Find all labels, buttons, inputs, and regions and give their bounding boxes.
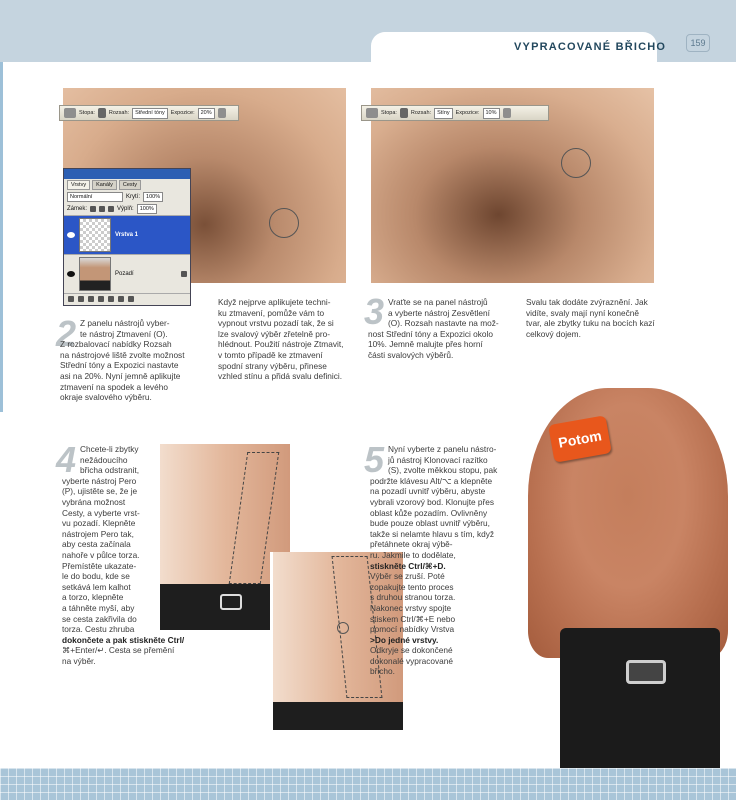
text-line: a torzo, klepněte xyxy=(62,592,124,603)
text-line: Z panelu nástrojů vyber- xyxy=(80,318,170,328)
text-line: 10%. Jemně malujte přes horní xyxy=(368,339,483,350)
text-line: (O). Rozsah nastavte na mož- xyxy=(388,318,499,329)
text-line: bude pouze oblast uvnitř výběru, xyxy=(370,518,490,529)
step-3b-text xyxy=(526,297,661,339)
visibility-eye-icon[interactable] xyxy=(67,232,75,238)
dodge-toolbar xyxy=(361,105,549,121)
text-line: >Do jedné vrstvy. xyxy=(370,634,439,645)
blend-row xyxy=(64,191,190,203)
text-line: ztmavení na spodek a levého xyxy=(60,381,168,392)
text-line: Svalu tak dodáte zvýraznění. Jak xyxy=(526,297,648,307)
burn-tool-icon xyxy=(64,108,76,118)
text-line: Výběr se zruší. Poté xyxy=(370,571,445,582)
brush-preset-icon[interactable] xyxy=(400,108,408,118)
layers-panel xyxy=(63,168,191,306)
text-line: vyberte nástroj Pero xyxy=(62,475,137,486)
step-2-text xyxy=(60,318,210,403)
dodge-tool-icon xyxy=(366,108,378,118)
text-line: části svalových výběrů. xyxy=(368,349,454,360)
step-3-text xyxy=(368,297,518,361)
page-number: 159 xyxy=(686,34,710,52)
text-line: a vyberte nástroj Zesvětlení xyxy=(388,307,490,318)
text-line: Přemístěte ukazate- xyxy=(62,560,137,571)
layer-thumbnail xyxy=(79,257,111,291)
step-2b-text xyxy=(218,297,353,382)
after-badge: Potom xyxy=(548,415,612,462)
group-icon[interactable] xyxy=(108,296,114,302)
step-number-3: 3 xyxy=(364,291,385,332)
text-line: ku ztmavení, pomůže vám to xyxy=(218,307,325,318)
range-select[interactable]: Střední tóny xyxy=(132,108,168,119)
text-line: stiskem Ctrl/⌘+E nebo xyxy=(370,613,456,624)
layer-row-vrstva-1[interactable] xyxy=(64,215,190,254)
exposure-field[interactable]: 20% xyxy=(198,108,215,119)
burn-toolbar xyxy=(59,105,239,121)
text-line: oblast kůže pozadím. Ovlivněny xyxy=(370,507,488,518)
visibility-eye-icon[interactable] xyxy=(67,271,75,277)
layer-name: Pozadí xyxy=(115,271,134,277)
text-line: nástrojem Pero tak, xyxy=(62,528,134,539)
text-line: se cesta zakřivila do xyxy=(62,613,137,624)
belt-buckle-icon xyxy=(220,594,242,610)
layers-footer xyxy=(64,293,190,304)
tab-paths[interactable]: Cesty xyxy=(119,180,141,190)
lock-transparency-icon[interactable] xyxy=(90,206,96,212)
text-line: dokončete a pak stiskněte Ctrl/ xyxy=(62,634,185,645)
text-line: takže si nelamte hlavu s tím, když xyxy=(370,528,495,539)
text-line: zopakujte tento proces xyxy=(370,581,454,592)
range-label: Rozsah: xyxy=(108,110,130,116)
brush-preset-icon[interactable] xyxy=(98,108,106,118)
text-line: jů nástroj Klonovací razítko xyxy=(388,454,488,465)
tab-channels[interactable]: Kanály xyxy=(92,180,117,190)
mask-icon[interactable] xyxy=(88,296,94,302)
link-layers-icon[interactable] xyxy=(68,296,74,302)
text-line: břicha odstranit, xyxy=(80,465,140,476)
text-line: vypnout vrstvu pozadí tak, že si xyxy=(218,318,334,329)
text-line: vybrána možnost xyxy=(62,496,126,507)
new-layer-icon[interactable] xyxy=(118,296,124,302)
trash-icon[interactable] xyxy=(128,296,134,302)
text-line: Střední tóny a Expozici nastavte xyxy=(60,360,179,371)
torso-pants xyxy=(560,628,720,768)
text-line: (P), ujistěte se, že je xyxy=(62,486,138,497)
brush-label: Stopa: xyxy=(79,110,95,116)
text-line: Cesty, a vyberte vrst- xyxy=(62,507,140,518)
brush-cursor-circle xyxy=(561,148,591,178)
text-line: Vraťte se na panel nástrojů xyxy=(388,297,488,307)
text-line: vidíte, svaly mají nyní konečně xyxy=(526,307,639,318)
text-line: hlédnout. Použití nástroje Ztmavit, xyxy=(218,339,344,350)
fill-field[interactable]: 100% xyxy=(137,204,157,214)
text-line: lze svalový výběr zřetelně pro- xyxy=(218,328,331,339)
text-line: dokonalé vypracované xyxy=(370,655,454,666)
page-title: VYPRACOVANÉ BŘICHO xyxy=(514,41,667,53)
step-number-4: 4 xyxy=(56,439,77,480)
layer-row-pozadi[interactable] xyxy=(64,254,190,293)
text-line: okraje svalového výběru. xyxy=(60,392,152,403)
step-number-5: 5 xyxy=(364,439,385,480)
text-line: celkový dojem. xyxy=(526,328,581,339)
lock-label: Zámek: xyxy=(67,206,88,212)
text-line: Nakonec vrstvy spojte xyxy=(370,602,452,613)
tab-layers[interactable]: Vrstvy xyxy=(67,180,90,190)
text-line: a táhněte myší, aby xyxy=(62,602,135,613)
belt-buckle-icon xyxy=(626,660,666,684)
footer-band xyxy=(0,768,736,800)
pants-area xyxy=(273,702,403,730)
text-line: ⌘+Enter/↵. Cesta se přemění xyxy=(62,645,175,656)
layer-style-icon[interactable] xyxy=(78,296,84,302)
layer-lock-icon xyxy=(181,271,187,277)
text-line: (S), zvolte měkkou stopu, pak xyxy=(388,465,498,476)
text-line: ru. Jakmile to dodělate, xyxy=(370,549,456,560)
step-number-2: 2 xyxy=(56,313,77,354)
text-line: vzhled stínu a přidá svalu definici. xyxy=(218,371,343,382)
layers-panel-titlebar[interactable] xyxy=(64,169,190,179)
adjustment-layer-icon[interactable] xyxy=(98,296,104,302)
layer-name: Vrstva 1 xyxy=(115,232,139,238)
text-line: asi na 20%. Nyní jemně aplikujte xyxy=(60,370,181,381)
text-line: vybrali vzorový bod. Klonujte přes xyxy=(370,496,495,507)
text-line: podržte klávesu Alt/⌥ a klepněte xyxy=(370,475,493,486)
text-line: na nástrojové liště zvolte možnost xyxy=(60,349,185,360)
layer-thumbnail xyxy=(79,218,111,252)
text-line: Odkryje se dokončené xyxy=(370,645,453,656)
opacity-label: Krytí: xyxy=(126,194,141,200)
text-line: vu pozadí. Klepněte xyxy=(62,518,136,529)
left-edge-bar xyxy=(0,62,3,412)
text-line: Když nejprve aplikujete techni- xyxy=(218,297,331,307)
text-line: břicho. xyxy=(370,666,395,677)
blend-mode-select[interactable]: Normální xyxy=(67,192,123,202)
lock-pixels-icon[interactable] xyxy=(99,206,105,212)
layers-tabs xyxy=(64,179,190,191)
text-line: přetáhnete okraj výbě- xyxy=(370,539,453,550)
text-line: pomocí nabídky Vrstva xyxy=(370,624,455,635)
text-line: tvar, ale zbytky tuku na bocích kazí xyxy=(526,318,655,329)
fill-label: Výplň: xyxy=(117,206,134,212)
exposure-label: Expozice: xyxy=(170,110,195,116)
text-line: Chcete-li zbytky xyxy=(80,444,139,454)
range-label: Rozsah: xyxy=(410,110,432,116)
lock-position-icon[interactable] xyxy=(108,206,114,212)
text-line: le do bodu, kde se xyxy=(62,571,130,582)
lock-row xyxy=(64,203,190,215)
text-line: torza. Cestu zhruba xyxy=(62,624,135,635)
text-line: na pozadí uvnitř výběru, abyste xyxy=(370,486,486,497)
brush-cursor-circle xyxy=(337,622,349,634)
text-line: spodní strany výběru, přinese xyxy=(218,360,327,371)
airbrush-icon[interactable] xyxy=(503,108,511,118)
text-line: setkává lem kalhot xyxy=(62,581,131,592)
text-line: v tomto případě ke ztmavení xyxy=(218,349,323,360)
text-line: nahoře v půlce torza. xyxy=(62,549,140,560)
text-line: Nyní vyberte z panelu nástro- xyxy=(388,444,497,454)
text-line: aby cesta začínala xyxy=(62,539,131,550)
exposure-field[interactable]: 10% xyxy=(483,108,500,119)
final-torso-photo xyxy=(508,388,736,768)
brush-label: Stopa: xyxy=(381,110,397,116)
text-line: nežádoucího xyxy=(80,454,128,465)
text-line: Z rozbalovací nabídky Rozsah xyxy=(60,339,172,350)
text-line: na výběr. xyxy=(62,655,96,666)
text-line: te nástroj Ztmavení (O). xyxy=(80,328,168,339)
airbrush-icon[interactable] xyxy=(218,108,226,118)
opacity-field[interactable]: 100% xyxy=(143,192,163,202)
text-line: stiskněte Ctrl/⌘+D. xyxy=(370,560,446,571)
brush-cursor-circle xyxy=(269,208,299,238)
text-line: s druhou stranou torza. xyxy=(370,592,456,603)
exposure-label: Expozice: xyxy=(455,110,480,116)
text-line: nost Střední tóny a Expozici okolo xyxy=(368,328,493,339)
range-select[interactable]: Stíny xyxy=(434,108,453,119)
